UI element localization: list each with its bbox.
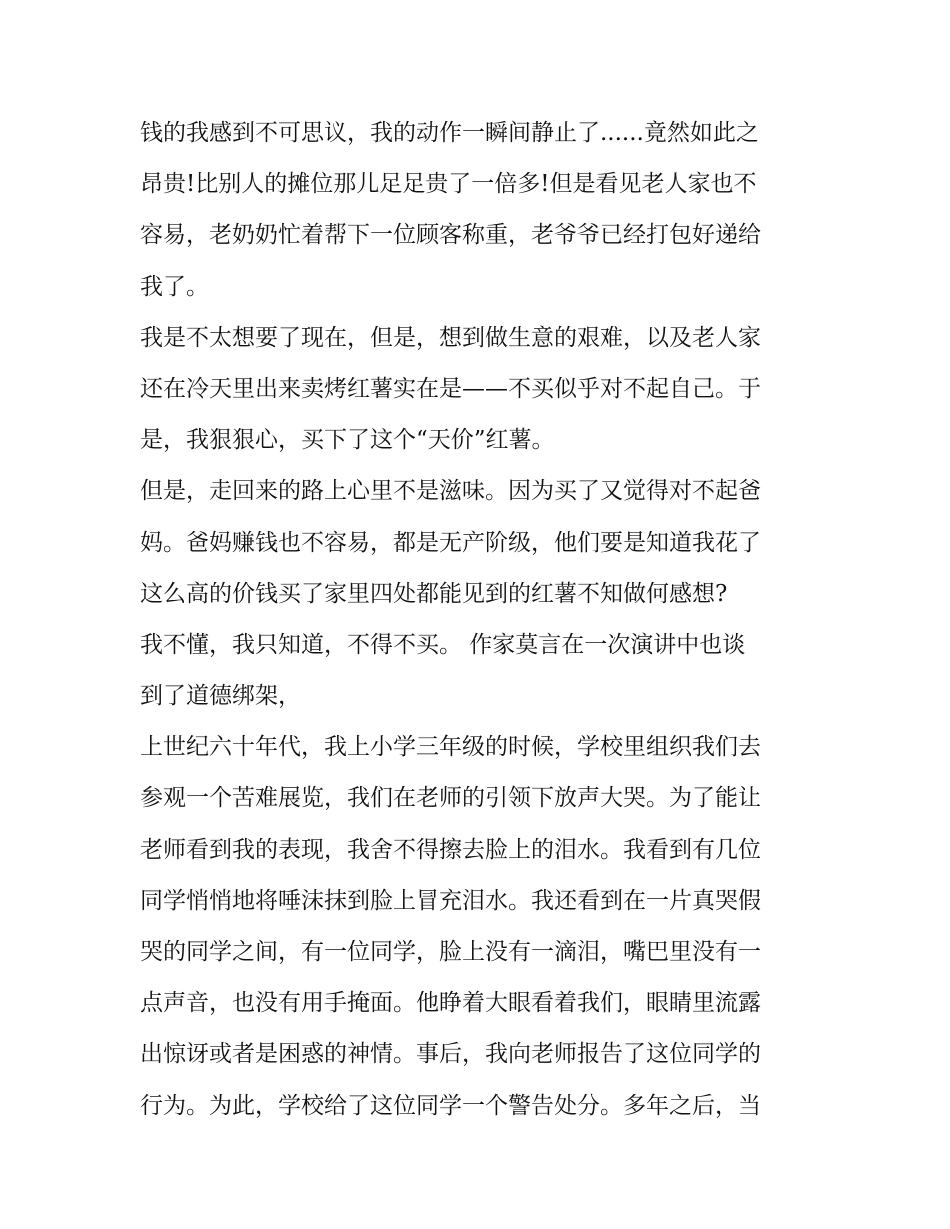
text-line-10: 这么高的价钱买了家里四处都能见到的红薯不知做何感想? <box>140 580 728 607</box>
text-line-12: 到了道德绑架， <box>140 683 301 710</box>
text-line-18: 点声音，也没有用手掩面。他睁着大眼看着我们，眼睛里流露 <box>140 990 761 1017</box>
text-line-7: 是，我狠狠心，买下了这个“天价”红薯。 <box>140 427 555 454</box>
text-line-6: 还在冷天里出来卖烤红薯实在是——不买似乎对不起自己。于 <box>140 375 761 402</box>
text-line-13: 上世纪六十年代，我上小学三年级的时候，学校里组织我们去 <box>140 734 761 761</box>
text-line-14: 参观一个苦难展览，我们在老师的引领下放声大哭。为了能让 <box>140 785 761 812</box>
text-line-19: 出惊讶或者是困惑的神情。事后，我向老师报告了这位同学的 <box>140 1041 761 1068</box>
text-line-20: 行为。为此，学校给了这位同学一个警告处分。多年之后，当 <box>140 1092 761 1119</box>
text-line-15: 老师看到我的表现，我舍不得擦去脸上的泪水。我看到有几位 <box>140 836 761 863</box>
text-line-9: 妈。爸妈赚钱也不容易，都是无产阶级，他们要是知道我花了 <box>140 529 761 556</box>
text-line-4: 我了。 <box>140 273 209 300</box>
text-line-5: 我是不太想要了现在，但是，想到做生意的艰难，以及老人家 <box>140 324 761 351</box>
text-line-17: 哭的同学之间，有一位同学，脸上没有一滴泪，嘴巴里没有一 <box>140 939 761 965</box>
text-line-11: 我不懂，我只知道，不得不买。 作家莫言在一次演讲中也谈 <box>140 631 746 658</box>
text-line-2: 昂贵!比别人的摊位那儿足足贵了一倍多!但是看见老人家也不 <box>140 171 757 198</box>
text-line-3: 容易，老奶奶忙着帮下一位顾客称重，老爷爷已经打包好递给 <box>140 222 761 249</box>
text-line-1: 钱的我感到不可思议，我的动作一瞬间静止了......竟然如此之 <box>140 120 759 146</box>
text-line-16: 同学悄悄地将唾沫抹到脸上冒充泪水。我还看到在一片真哭假 <box>140 887 761 914</box>
body-text <box>140 108 820 1132</box>
text-line-8: 但是，走回来的路上心里不是滋味。因为买了又觉得对不起爸 <box>140 478 761 505</box>
